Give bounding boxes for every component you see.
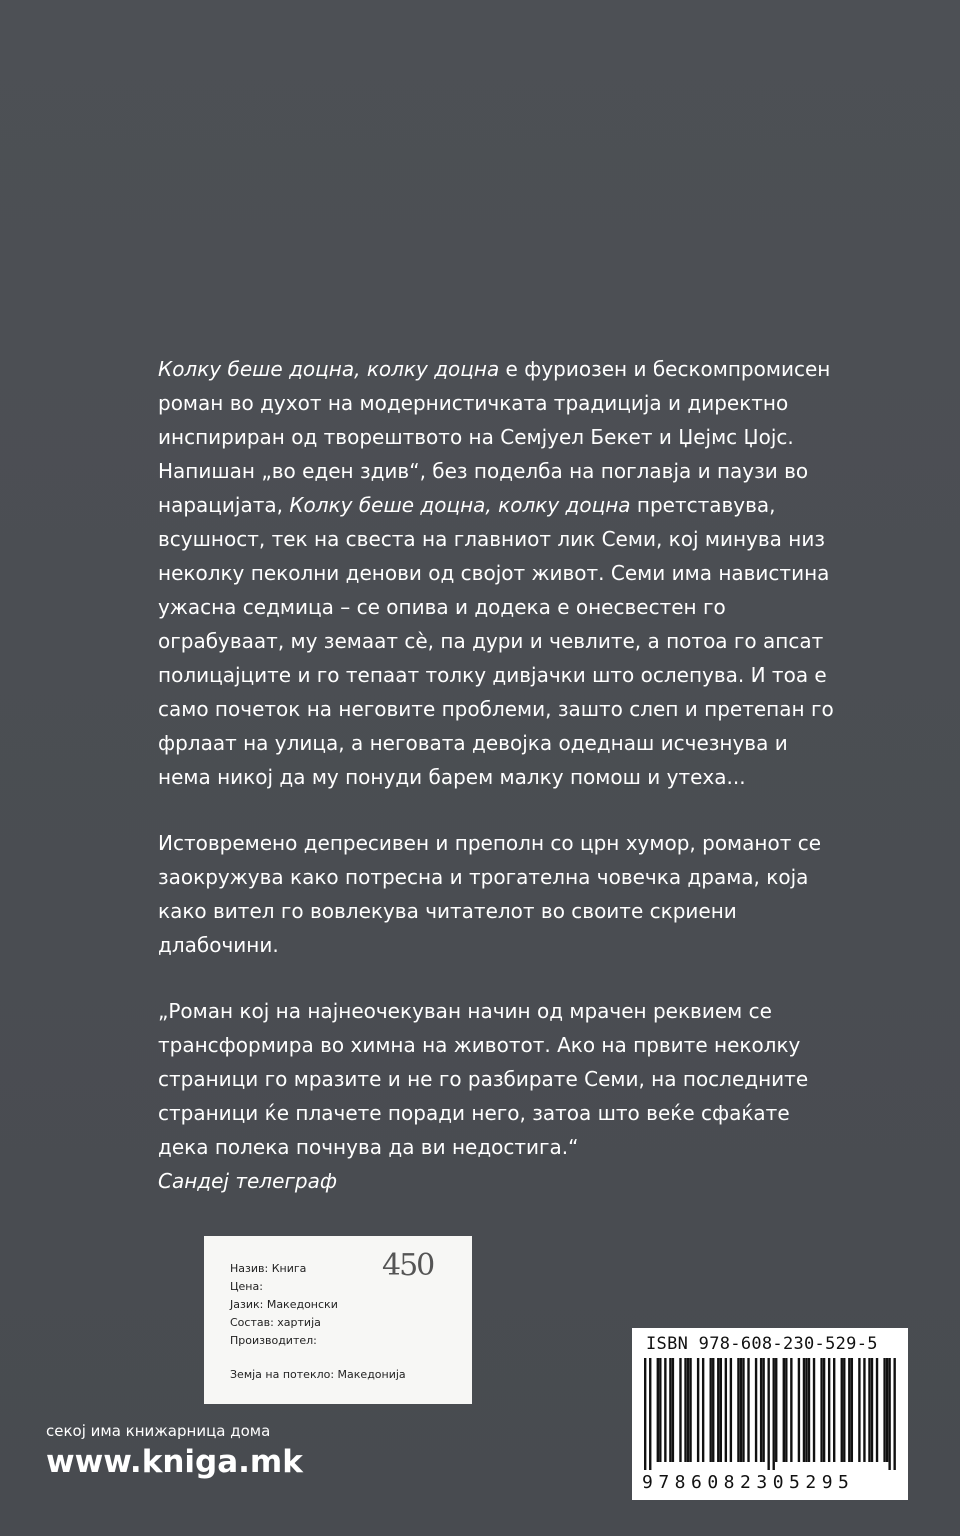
review-quote-text: „Роман кој на најнеочекуван начин од мрачен реквием се трансформира во химна на животот. Ако на првите неколку страници го мразите и не го разбирате Семи, на последните страници ќе плачете поради него, затоа што веќе сфаќате дека полека почнува да ви недостига.“ (158, 999, 809, 1159)
blurb-text-segment: е фуриозен и бескомпромисен роман во духот на модернистичката традиција и директно инспириран од творештвото на Семјуел Бекет и Џејмс Џојс. Напишан „во еден здив“, без поделба на поглавја и паузи во нарацијата, (158, 357, 831, 517)
barcode-icon (644, 1358, 896, 1470)
label-language: Јазик: Македонски (230, 1298, 338, 1311)
isbn-number: ISBN 978-608-230-529-5 (646, 1334, 878, 1354)
isbn-barcode-block (632, 1328, 908, 1500)
review-quote (158, 994, 838, 1198)
book-title-reference: Колку беше доцна, колку доцна (289, 493, 631, 517)
blurb-text (158, 352, 838, 1230)
label-composition: Состав: хартија (230, 1316, 321, 1329)
barcode-digits: 9786082305295 (642, 1472, 855, 1493)
label-producer: Производител: (230, 1334, 317, 1347)
blurb-text-segment: претставува, всушност, тек на свеста на главниот лик Семи, кој минува низ неколку пеколни денови од својот живот. Семи има навистина ужасна седмица – се опива и додека е онесвестен го ограбуваат, му земаат сè, па дури и чевлите, а потоа го апсат полицајците и го тепаат толку дивјачки што ослепува. И тоа е само почеток на неговите проблеми, зашто слеп и претепан го фрлаат на улица, а неговата девојка одеднаш исчезнува и нема никој да му понуди барем малку помош и утеха... (158, 493, 834, 789)
label-name: Назив: Книга (230, 1262, 307, 1275)
label-origin: Земја на потекло: Македонија (230, 1368, 406, 1381)
blurb-paragraph-2: Истовремено депресивен и преполн со црн хумор, романот се заокружува како потресна и трогателна човечка драма, која како вител го вовлекува читателот во своите скриени длабочини. (158, 831, 822, 957)
product-label-sticker (204, 1236, 472, 1404)
blurb-paragraph-1 (158, 352, 838, 794)
store-tagline: секој има книжарница дома (46, 1422, 271, 1440)
label-price: Цена: (230, 1280, 263, 1293)
review-source: Сандеј телеграф (158, 1169, 337, 1193)
handwritten-price: 450 (382, 1248, 434, 1283)
store-url: www.kniga.mk (46, 1444, 303, 1480)
book-title-reference: Колку беше доцна, колку доцна (158, 357, 500, 381)
